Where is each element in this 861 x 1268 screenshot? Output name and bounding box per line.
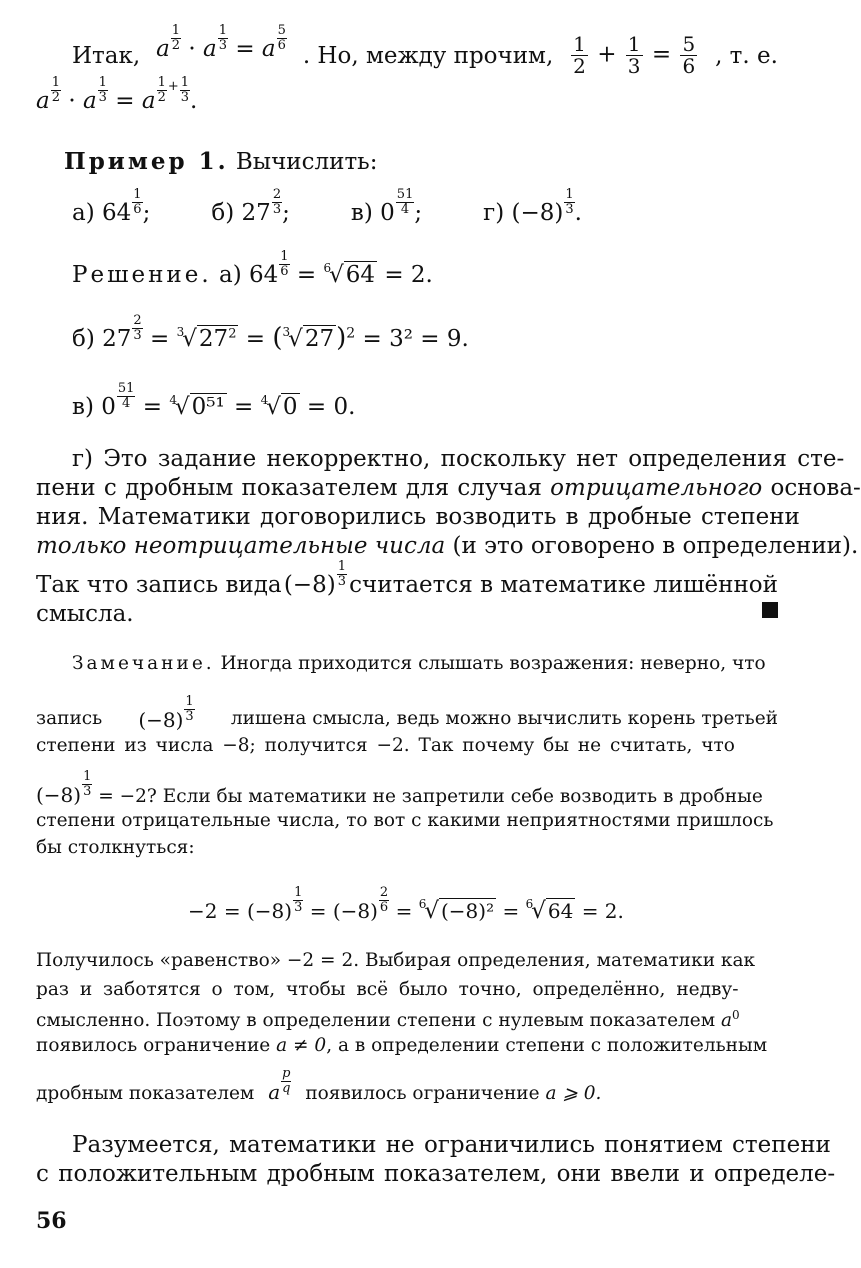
example-label: Пример 1. [64,148,229,175]
solution-label: Решение. [72,262,212,288]
exponent-fraction [272,188,282,216]
radicand: 27 [304,326,335,352]
label: в) [350,200,373,226]
num: 1 [133,187,142,202]
radical [283,326,337,352]
den: 2 [51,89,60,105]
num: 2 [272,187,282,202]
radicand-base: 27 [198,326,229,352]
text-span: смысла. [36,601,134,627]
equals: = [234,394,254,420]
var-a: a [203,36,217,63]
text-span: Иногда приходится слышать возражения: неверно, что [220,653,766,674]
example-heading [64,148,377,175]
var-a: a [156,36,170,63]
exponent-fraction [184,695,194,723]
sep: ; [282,200,290,226]
dot-operator: · [68,88,76,114]
num: 5 [682,32,696,56]
den: 3 [337,573,346,589]
den: 3 [627,54,641,78]
final-line-2 [36,1161,835,1187]
para-g-line-2 [36,475,861,501]
radicand: 0 [282,394,298,420]
text-span: раз и заботятся о том, чтобы всё было точно, определённо, недву- [36,979,739,1000]
text-span: основа- [762,475,861,501]
base: (−8) [511,200,564,226]
radical [177,326,239,352]
base: (−8) [36,783,82,807]
fraction [626,34,643,77]
den: 6 [277,38,286,53]
exponent-fraction [132,314,142,342]
equals: = [245,326,266,352]
text-span: , а в определении степени с положительным [326,1035,768,1056]
result: = 0. [306,394,356,420]
den: 3 [218,38,228,53]
intro-line-1 [72,23,778,78]
label: г) [483,200,505,226]
text-span: считается в математике лишённой [349,572,778,598]
solution-v [72,381,356,432]
base: 64 [248,262,279,288]
den: 3 [98,89,107,105]
exponent-fraction [293,886,303,914]
page-number: 56 [36,1208,67,1234]
num: 2 [379,885,389,900]
root-index: 4 [169,393,177,407]
text-span: , т. е. [715,42,778,69]
task-a [72,187,151,238]
root-index: 6 [418,897,427,911]
root-index: 6 [525,897,534,911]
result: = 3² = 9. [362,326,469,352]
den: 6 [133,201,142,217]
exponent-fraction [132,188,142,216]
root-index: 3 [176,325,185,339]
exponent-fraction [379,886,389,914]
label: б) [211,200,235,226]
plus: + [597,41,617,68]
den: 2 [171,38,181,53]
num: 1 [627,32,641,56]
remark-line-1 [72,653,766,674]
para-g-line-5 [36,559,778,610]
sep: ; [414,200,423,226]
radical [261,394,300,420]
exponent-fraction [98,76,108,104]
fraction [571,34,588,77]
dot-operator: · [188,36,196,63]
radicand: 0⁵¹ [191,394,225,420]
den: 3 [180,89,190,105]
den: 4 [122,395,131,411]
remark-line-7 [36,950,755,971]
radical [419,898,496,924]
equals: = [395,899,413,923]
radical-sign: √ [182,326,197,352]
remark-line-3 [36,735,735,756]
den: 2 [157,89,166,105]
radicand [197,325,239,352]
text-span: запись [36,708,103,729]
text-span: смысленно. Поэтому в определении степени с нулевым показателем [36,1010,721,1032]
example-text: Вычислить: [235,149,378,175]
para-g-line-4 [36,533,858,559]
radical [323,262,377,288]
result: = 2. [581,899,624,923]
text-span: степени из числа −8; получится −2. Так почему бы не считать, что [36,735,735,756]
final-line-1 [72,1132,831,1158]
text-span: Так что запись вида [36,572,282,598]
formula-power-product [156,23,287,74]
exponent-fraction [82,770,92,798]
lhs: −2 = [188,899,241,923]
num: 1 [83,769,92,784]
emphasis: только неотрицательные числа [36,533,446,559]
exponent-fraction [51,76,61,104]
para-g-line-6 [36,601,134,627]
num: 51 [396,187,414,202]
emphasis: отрицательного [550,475,763,501]
exponent: 2 [346,325,356,342]
equals: = [150,326,170,352]
exponent-fraction [564,188,574,216]
text-span: бы столкнуться: [36,837,195,858]
equals: = [296,262,317,288]
equals: = [651,41,672,68]
base: 0 [380,200,395,226]
intro-line-2 [36,75,198,126]
base: (−8) [283,572,336,598]
den: 3 [133,327,142,343]
num: 1 [185,694,194,709]
exponent-fraction-sum [157,76,190,104]
fraction [157,76,167,104]
radical-sign: √ [266,394,281,420]
base: 0 [101,394,116,420]
radicand: (−8)² [440,899,495,923]
text-span: Итак, [72,42,141,69]
radical [526,898,576,924]
den: q [282,1080,291,1096]
base: 64 [102,200,132,226]
var-a: a [261,36,276,63]
equals: = [502,899,520,923]
exponent-fraction [171,24,181,52]
num: 1 [337,559,346,574]
radicand: 64 [547,899,574,923]
part-label: б) [72,326,95,352]
radical-sign: √ [288,326,303,352]
var-a: a [141,88,156,114]
sep: . [574,200,582,226]
den: 6 [682,54,696,78]
text-span: степени отрицательные числа, то вот с какими неприятностями пришлось [36,810,774,831]
var-a: a [268,1080,281,1104]
fraction [680,34,697,77]
num: 1 [565,187,574,202]
root-index: 4 [260,393,269,407]
part-label: в) [72,394,94,420]
num: 1 [98,75,107,90]
para-g-line-3 [36,504,800,530]
task-g [483,187,582,238]
text-span: ния. Математики договорились возводить в дробные степени [36,504,800,530]
radicand-exp: 2 [228,326,237,342]
remark-line-9 [36,1008,740,1031]
den: 4 [400,201,410,217]
exponent-fraction [396,188,415,216]
num: 1 [171,23,181,39]
paren-open: ( [272,323,283,353]
label: а) [72,200,95,226]
base: (−8) [332,899,378,923]
num: 1 [573,32,586,56]
formula-fraction-sum [569,34,699,77]
remark-line-8 [36,979,739,1000]
num: 1 [157,75,166,90]
condition: a ≠ 0 [276,1035,327,1056]
remark-line-11 [36,1066,602,1117]
var-a: a [82,88,97,114]
root-index: 3 [282,325,291,339]
condition: a ⩾ 0. [545,1083,602,1104]
part-label: а) [218,262,242,288]
num: 1 [294,885,303,900]
text-span: дробным показателем [36,1083,255,1104]
var-a: a [36,88,50,114]
den: 6 [280,263,289,279]
num: p [282,1066,291,1081]
exponent-fraction [117,382,136,410]
text-span: (и это оговорено в определении). [445,533,859,559]
exponent-fraction [277,24,287,52]
text-span: Разумеется, математики не ограничились понятием степени [72,1132,831,1158]
num: 51 [117,381,135,396]
num: 5 [277,23,286,39]
text-span: появилось ограничение [36,1035,277,1056]
text-span: с положительным дробным показателем, они ввели и определе- [36,1161,836,1187]
paren-close: ) [336,323,347,353]
text-span: пени с дробным показателем для случая [36,475,551,501]
exponent-fraction [337,560,347,588]
equals: = [115,88,135,114]
text-span: г) Это задание некорректно, поскольку нет определения сте- [72,446,845,472]
period: . [190,88,198,114]
den: 3 [185,708,194,724]
plus: + [167,79,179,94]
num: 1 [51,75,60,90]
text-span: Получилось «равенство» −2 = 2. Выбирая определения, математики как [36,950,756,971]
remark-line-6 [36,837,195,858]
var-a: a [721,1010,733,1032]
exponent-fraction [279,250,289,278]
base: (−8) [246,899,293,923]
para-g-line-1 [72,446,845,472]
base: 27 [102,326,132,352]
radical-sign: √ [174,394,190,420]
remark-line-10 [36,1035,767,1056]
num: 1 [218,23,228,39]
den: 3 [272,201,282,217]
equals: = [309,899,327,923]
num: 2 [133,313,142,328]
fraction [180,76,190,104]
tasks-line [72,187,582,238]
root-index: 6 [323,261,332,275]
den: 2 [573,54,586,78]
radical-sign: √ [424,898,439,924]
equals: = [142,394,163,420]
radical-sign: √ [531,898,546,924]
exponent: 0 [732,1008,740,1022]
solution-b [72,313,469,364]
display-formula [188,885,624,936]
radicand: 64 [345,262,376,288]
radical [169,394,226,420]
formula-neg8 [283,559,347,610]
end-of-proof-icon [762,602,778,618]
num: 1 [180,75,190,90]
task-b [211,187,290,238]
den: 3 [565,201,574,217]
text-span: = −2? Если бы математики не запретили себе возводить в дробные [98,786,763,807]
exponent-fraction [218,24,228,52]
den: 3 [294,899,303,915]
den: 6 [379,899,389,915]
exponent-fraction [281,1067,291,1095]
remark-line-5 [36,810,774,831]
radical-sign: √ [329,262,344,288]
text-span: . Но, между прочим, [302,42,554,69]
formula-neg8 [36,769,92,807]
sep: ; [142,200,151,226]
base: 27 [241,200,271,226]
num: 1 [280,249,289,264]
text-span: лишена смысла, ведь можно вычислить корень третьей [230,708,778,729]
base: (−8) [138,708,184,732]
text-span: появилось ограничение [305,1083,546,1104]
task-v [350,187,423,238]
remark-label: Замечание. [72,653,215,674]
solution-a [72,249,433,300]
den: 3 [83,783,92,799]
result: = 2. [384,262,433,288]
equals: = [235,36,255,63]
